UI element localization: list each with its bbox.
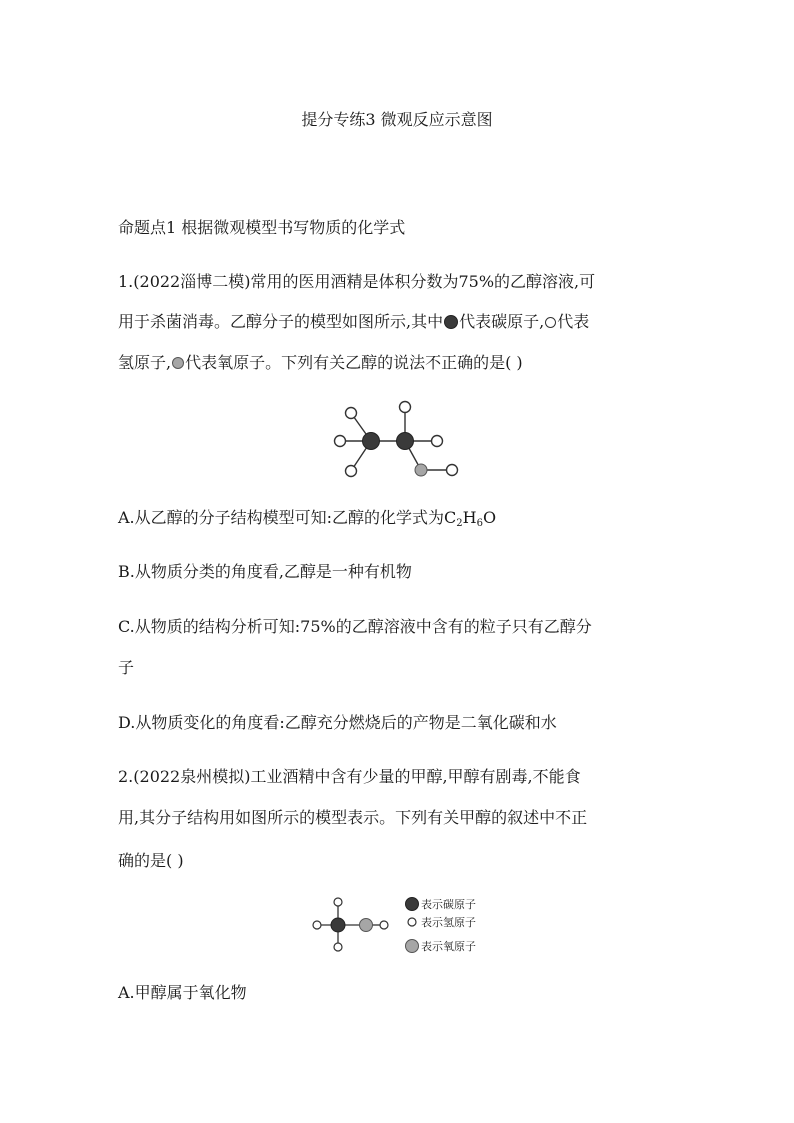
legend-oxygen-icon	[406, 940, 419, 953]
hydrogen-atom	[432, 436, 443, 447]
q2-stem-line3: 确的是( )	[118, 851, 184, 870]
legend-hydrogen-icon	[408, 918, 416, 926]
hydrogen-atom	[346, 408, 357, 419]
q1-option-a-o: O	[482, 508, 497, 527]
carbon-atom	[363, 433, 380, 450]
q1-option-a-h: H	[462, 508, 477, 527]
ethanol-molecule-diagram	[320, 395, 470, 485]
q1-stem-line2-text-b: 代表碳原子,	[459, 312, 545, 331]
q1-stem-line3	[118, 353, 523, 373]
q1-option-a	[118, 508, 496, 528]
hydrogen-atom-icon	[545, 317, 556, 328]
hydrogen-atom	[447, 465, 458, 476]
hydrogen-atom	[334, 898, 342, 906]
carbon-atom	[397, 433, 414, 450]
hydrogen-atom	[313, 921, 321, 929]
q1-option-c-line1: C.从物质的结构分析可知:75%的乙醇溶液中含有的粒子只有乙醇分	[118, 617, 592, 636]
carbon-atom-icon	[444, 315, 458, 329]
section-heading: 命题点1 根据微观模型书写物质的化学式	[118, 218, 406, 237]
legend-carbon-icon	[406, 898, 419, 911]
q1-stem-line2	[118, 312, 589, 332]
hydrogen-atom	[335, 436, 346, 447]
q2-option-a: A.甲醇属于氧化物	[118, 983, 247, 1002]
hydrogen-atom	[380, 921, 388, 929]
q1-stem-line1: 1.(2022淄博二模)常用的医用酒精是体积分数为75%的乙醇溶液,可	[118, 272, 596, 291]
hydrogen-atom	[400, 402, 411, 413]
q2-stem-line1: 2.(2022泉州模拟)工业酒精中含有少量的甲醇,甲醇有剧毒,不能食	[118, 767, 581, 786]
q2-stem-line2: 用,其分子结构用如图所示的模型表示。下列有关甲醇的叙述中不正	[118, 808, 588, 827]
q1-stem-line2-text-a: 用于杀菌消毒。乙醇分子的模型如图所示,其中	[118, 312, 444, 331]
methanol-molecule-diagram	[310, 893, 490, 957]
q1-option-d: D.从物质变化的角度看:乙醇充分燃烧后的产物是二氧化碳和水	[118, 713, 557, 732]
oxygen-atom	[415, 464, 427, 476]
legend-carbon-label: 表示碳原子	[421, 898, 476, 911]
oxygen-atom	[360, 919, 373, 932]
carbon-atom	[331, 918, 345, 932]
subscript: 2	[456, 518, 463, 529]
subscript: 6	[476, 518, 483, 529]
q1-stem-line3-text-b: 代表氧原子。下列有关乙醇的说法不正确的是( )	[185, 353, 523, 372]
q1-option-a-text: A.从乙醇的分子结构模型可知:乙醇的化学式为C	[118, 508, 457, 527]
q1-stem-line3-text-a: 氢原子,	[118, 353, 172, 372]
oxygen-atom-icon	[172, 357, 184, 369]
hydrogen-atom	[346, 466, 357, 477]
legend-hydrogen-label: 表示氢原子	[421, 916, 476, 929]
q1-stem-line2-text-c: 代表	[557, 312, 590, 331]
legend-oxygen-label: 表示氧原子	[421, 940, 476, 953]
hydrogen-atom	[334, 943, 342, 951]
q1-option-c-line2: 子	[118, 658, 135, 677]
page-title: 提分专练3 微观反应示意图	[301, 110, 493, 129]
q1-option-b: B.从物质分类的角度看,乙醇是一种有机物	[118, 562, 412, 581]
